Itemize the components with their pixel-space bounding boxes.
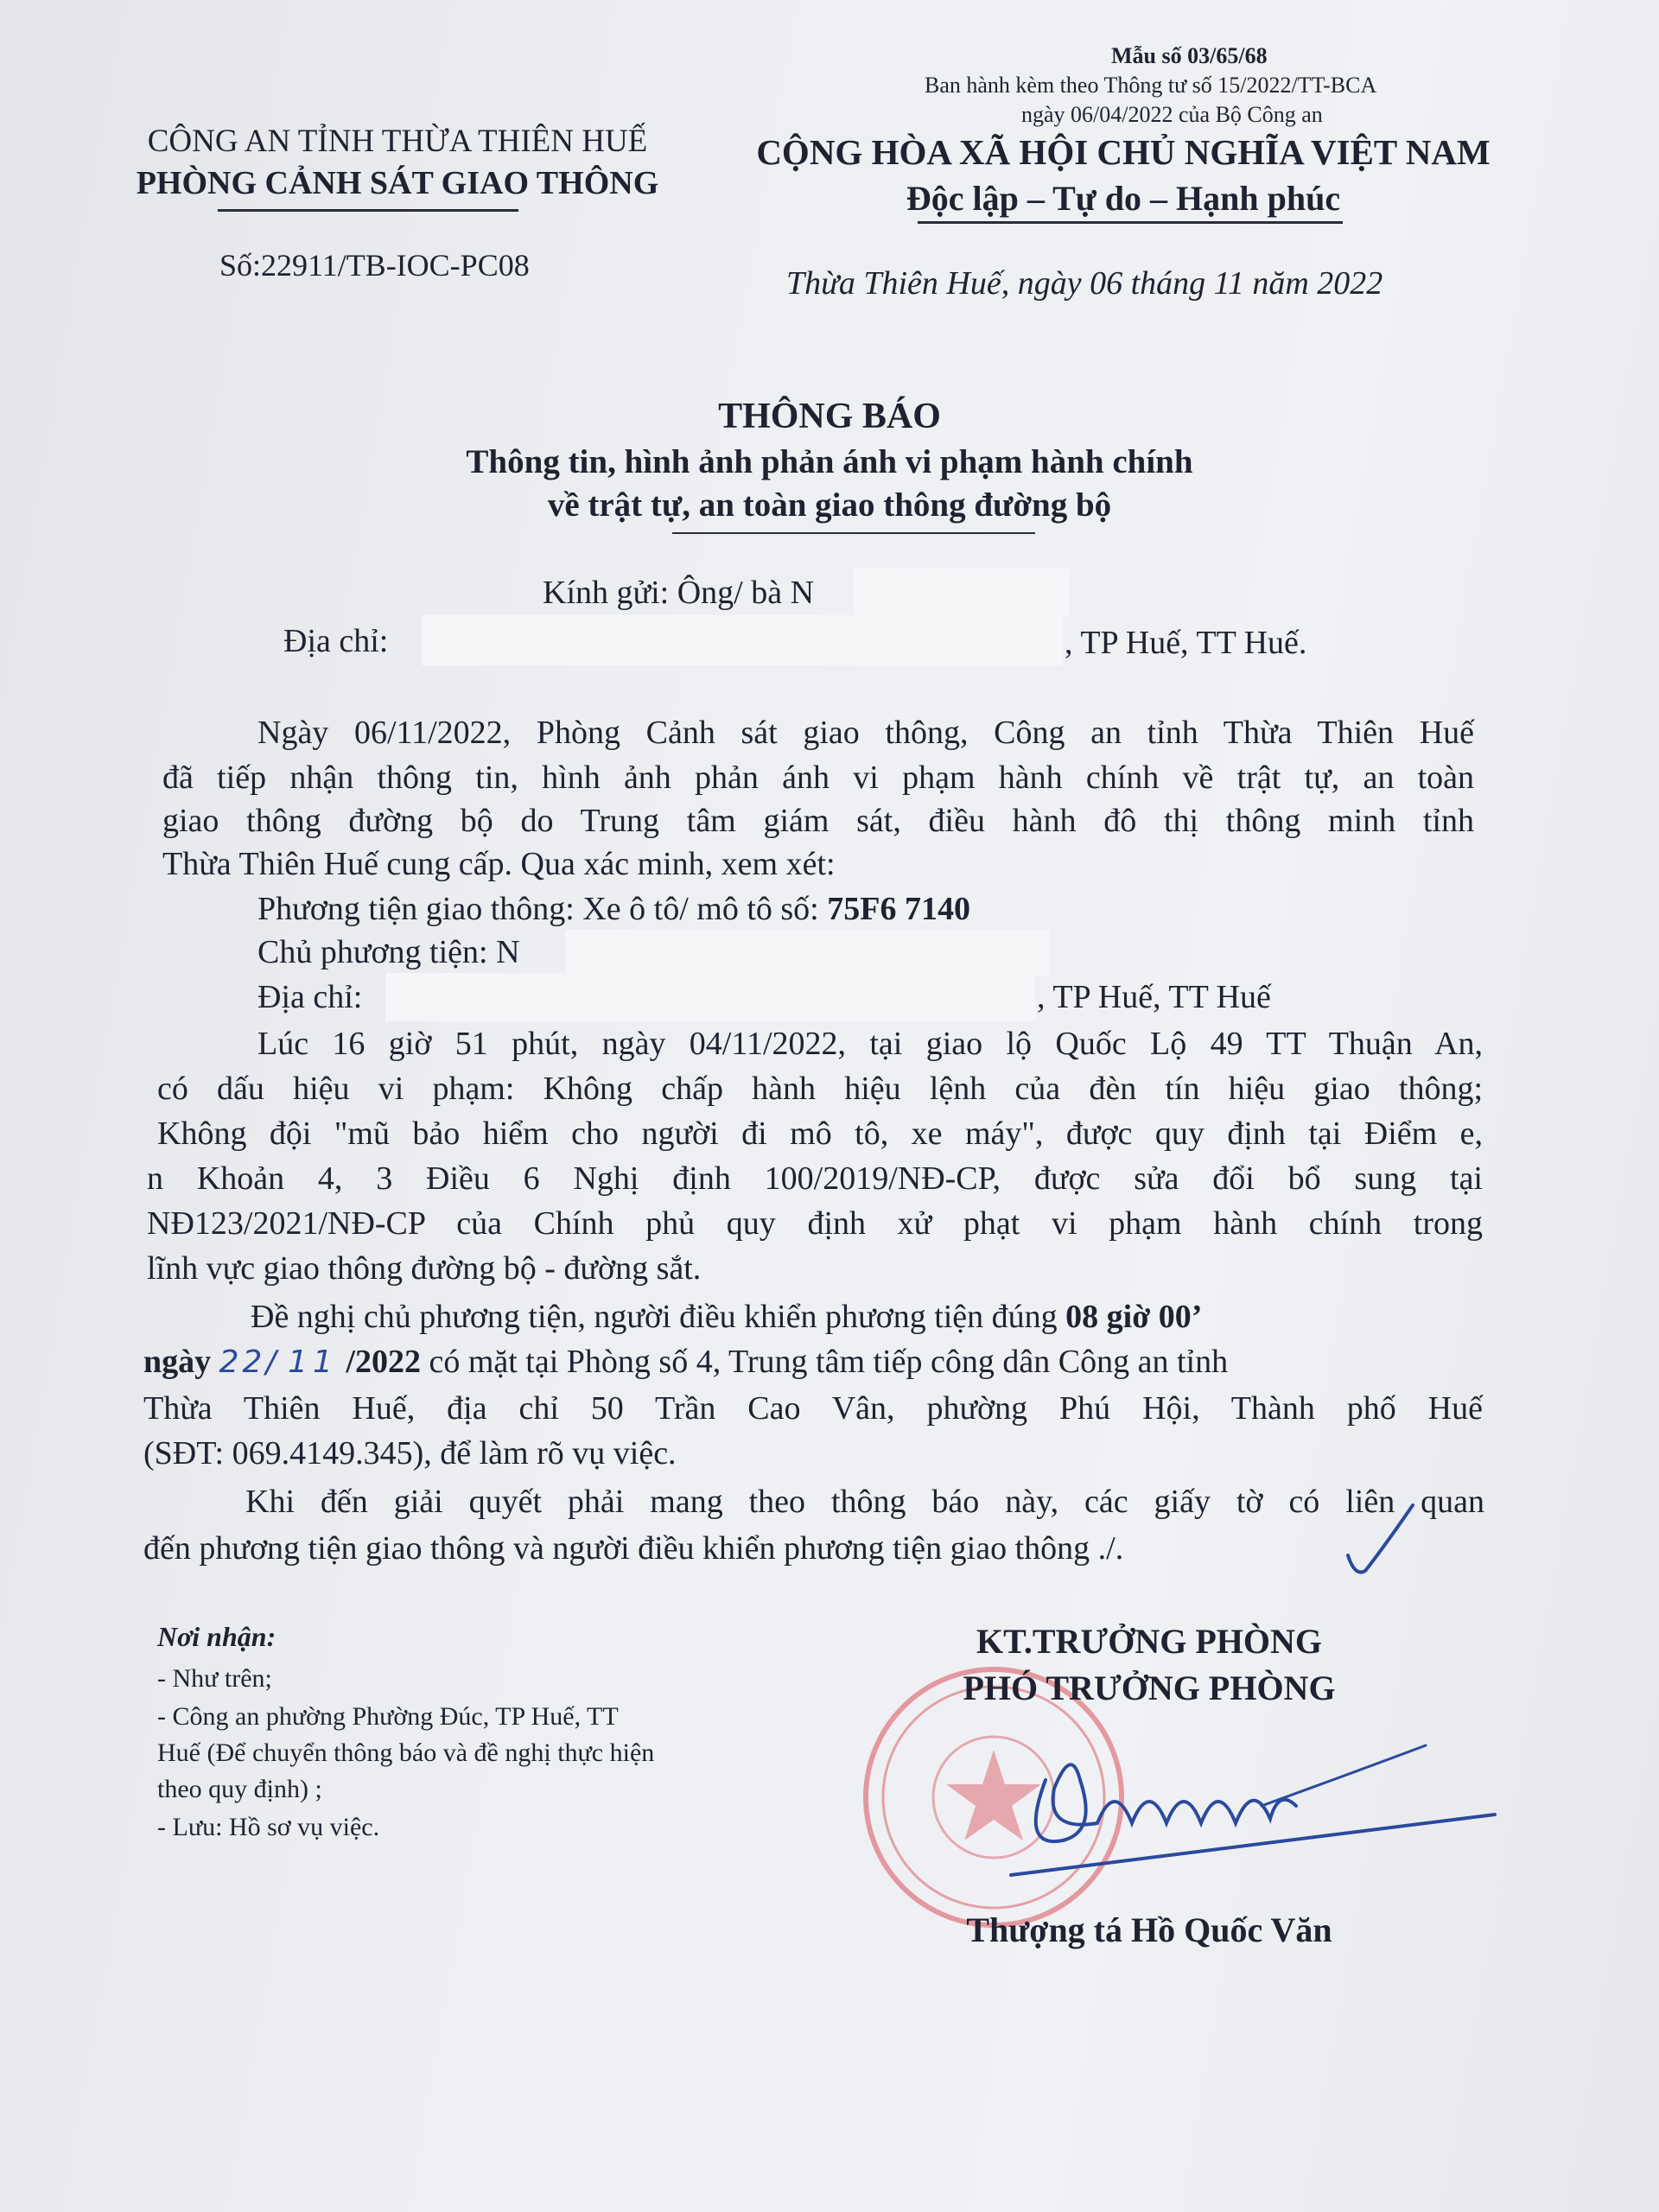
owner-address-tail: , TP Huế, TT Huế [1037, 979, 1271, 1015]
signature-title-1: KT.TRƯỞNG PHÒNG [976, 1622, 1322, 1661]
country-name: CỘNG HÒA XÃ HỘI CHỦ NGHĨA VIỆT NAM [756, 132, 1491, 172]
redacted-name [854, 569, 1070, 617]
handwritten-signature-icon [950, 1728, 1503, 1892]
vehicle-plate: 75F6 7140 [827, 891, 970, 927]
place-date: Thừa Thiên Huế, ngày 06 tháng 11 năm 2022 [786, 265, 1383, 302]
p3-year: /2022 [346, 1344, 421, 1380]
p2-line-5: NĐ123/2021/NĐ-CP của Chính phủ quy định xử phạt vi phạm hành chính trong [147, 1205, 1483, 1242]
p3-day-label: ngày [143, 1344, 212, 1380]
addressee-address-tail: , TP Huế, TT Huế. [1065, 625, 1307, 661]
signature-title-2: PHÓ TRƯỞNG PHÒNG [963, 1669, 1336, 1707]
p4-line-1: Khi đến giải quyết phải mang theo thông báo này, các giấy tờ có liên quan [245, 1484, 1484, 1520]
issuer-agency: CÔNG AN TỈNH THỪA THIÊN HUẾ [147, 124, 648, 159]
vehicle-label: Phương tiện giao thông: Xe ô tô/ mô tô số: [257, 891, 828, 927]
p3-line-1 [251, 1298, 1202, 1336]
p2-line-4: n Khoản 4, 3 Điều 6 Nghị định 100/2019/NĐ-CP, được sửa đổi bổ sung tại [147, 1160, 1483, 1197]
signer-name: Thượng tá Hồ Quốc Văn [966, 1910, 1332, 1949]
addressee-address-label: Địa chỉ: [283, 623, 389, 659]
p2-line-1: Lúc 16 giờ 51 phút, ngày 04/11/2022, tại giao lộ Quốc Lộ 49 TT Thuận An, [257, 1026, 1483, 1062]
recipient-item: Huế (Để chuyển thông báo và đề nghị thực hiện [157, 1738, 655, 1767]
p3-time: 08 giờ 00’ [1065, 1299, 1203, 1335]
vehicle-line [257, 890, 970, 928]
title-underline [672, 532, 1035, 534]
notice-title: THÔNG BÁO [718, 397, 941, 436]
recipient-item: - Lưu: Hồ sơ vụ việc. [157, 1813, 380, 1841]
redacted-address [422, 615, 1063, 665]
p2-line-2: có dấu hiệu vi phạm: Không chấp hành hiệu lệnh của đèn tín hiệu giao thông; [157, 1071, 1483, 1107]
form-issued-with: Ban hành kèm theo Thông tư số 15/2022/TT-BCA [925, 73, 1377, 98]
notice-subtitle-1: Thông tin, hình ảnh phản ánh vi phạm hành chính [466, 443, 1193, 480]
p3-line-2 [143, 1343, 1228, 1381]
p2-line-6: lĩnh vực giao thông đường bộ - đường sắt. [147, 1250, 702, 1287]
redacted-owner [565, 930, 1049, 976]
p3-text: Đề nghị chủ phương tiện, người điều khiển phương tiện đúng [251, 1299, 1066, 1335]
recipient-item: - Công an phường Phường Đúc, TP Huế, TT [157, 1702, 619, 1731]
form-code: Mẫu số 03/65/68 [1111, 43, 1268, 68]
notice-subtitle-2: về trật tự, an toàn giao thông đường bộ [547, 486, 1112, 524]
issuer-underline [218, 209, 518, 212]
recipient-item: - Như trên; [157, 1664, 272, 1693]
p3-line-4: (SĐT: 069.4149.345), để làm rõ vụ việc. [143, 1435, 677, 1471]
national-motto: Độc lập – Tự do – Hạnh phúc [906, 179, 1341, 218]
addressee-greeting: Kính gửi: Ông/ bà N [543, 575, 815, 611]
recipient-item: theo quy định) ; [157, 1775, 322, 1803]
document-number: Số:22911/TB-IOC-PC08 [219, 248, 530, 283]
handwritten-day: 22/ [219, 1344, 280, 1380]
handwritten-month: 11 [288, 1344, 338, 1380]
owner-address-label: Địa chỉ: [257, 979, 363, 1015]
p1-line-1: Ngày 06/11/2022, Phòng Cảnh sát giao thông, Công an tỉnh Thừa Thiên Huế [257, 715, 1474, 751]
p1-line-3: giao thông đường bộ do Trung tâm giám sát, điều hành đô thị thông minh tỉnh [162, 803, 1474, 839]
form-issued-date: ngày 06/04/2022 của Bộ Công an [1021, 102, 1323, 127]
check-mark-icon [1331, 1495, 1426, 1590]
p4-line-2: đến phương tiện giao thông và người điều khiển phương tiện giao thông ./. [143, 1530, 1124, 1567]
owner-label: Chủ phương tiện: N [257, 934, 520, 970]
redacted-owner-address [385, 973, 1035, 1021]
p1-line-4: Thừa Thiên Huế cung cấp. Qua xác minh, xem xét: [162, 846, 836, 882]
recipients-heading: Nơi nhận: [157, 1621, 276, 1652]
motto-underline [918, 221, 1343, 224]
p2-line-3: Không đội "mũ bảo hiểm cho người đi mô tô, xe máy", được quy định tại Điểm e, [157, 1116, 1483, 1152]
p3-line-2-rest: có mặt tại Phòng số 4, Trung tâm tiếp công dân Công an tỉnh [429, 1344, 1229, 1380]
issuer-department: PHÒNG CẢNH SÁT GIAO THÔNG [136, 165, 659, 201]
p3-line-3: Thừa Thiên Huế, địa chỉ 50 Trần Cao Vân, phường Phú Hội, Thành phố Huế [143, 1390, 1483, 1427]
p1-line-2: đã tiếp nhận thông tin, hình ảnh phản ánh vi phạm hành chính về trật tự, an toàn [162, 760, 1474, 796]
